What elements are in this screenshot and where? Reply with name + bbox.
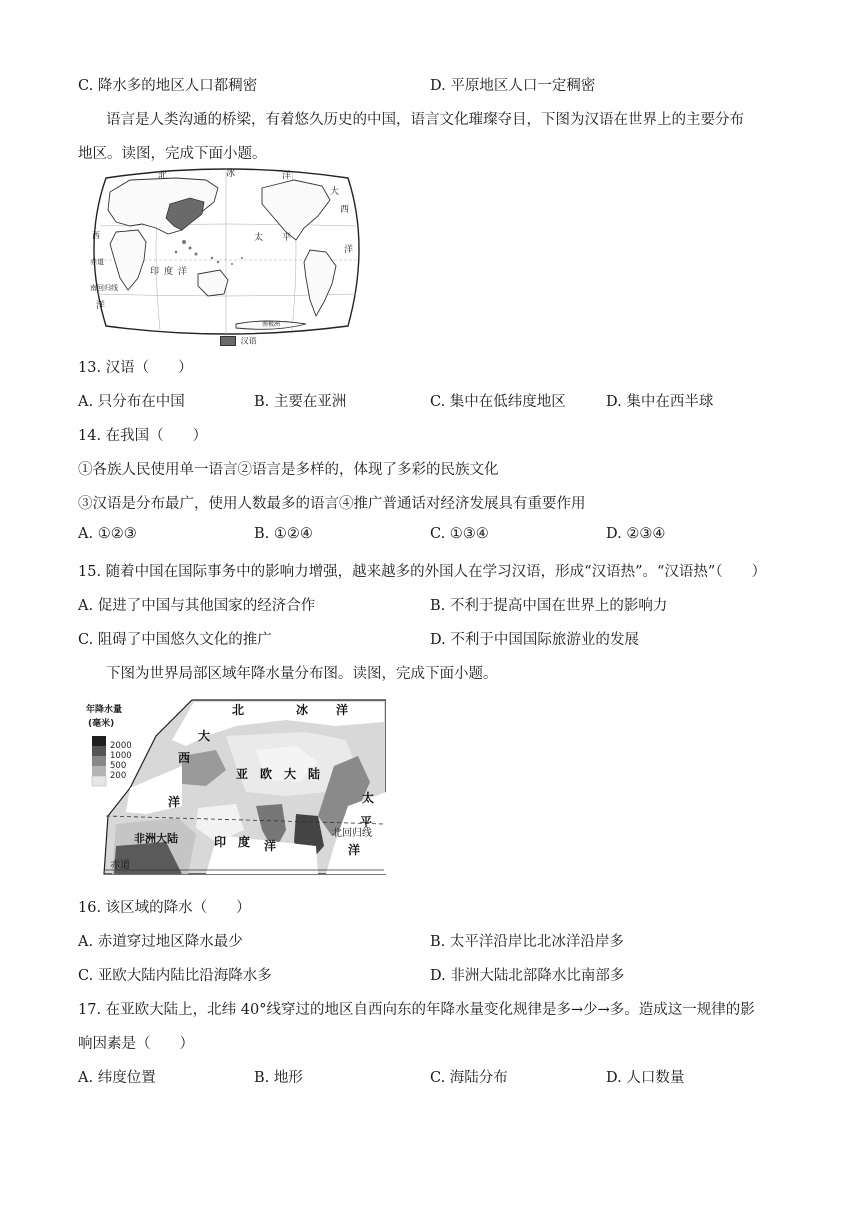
legend-200: 200 — [110, 771, 127, 781]
precip-label-yang-w: 洋 — [168, 795, 181, 809]
precip-label-feizhou: 非洲大陆 — [134, 832, 178, 845]
option-12d: D. 平原地区人口一定稠密 — [430, 78, 596, 94]
map1-label-bei: 北 — [158, 171, 168, 181]
intro-language-line2: 地区。读图，完成下面小题。 — [78, 146, 267, 162]
map1-label-nanhuigui: 南回归线 — [90, 284, 118, 292]
map1-label-chidao: 赤道 — [90, 258, 104, 266]
map1-label-yang-e: 洋 — [344, 245, 354, 255]
map1-label-xi2: 西 — [92, 231, 100, 240]
question-13-stem: 13. 汉语（ ） — [78, 360, 193, 376]
option-17a: A. 纬度位置 — [78, 1070, 156, 1086]
map1-label-da: 大 — [330, 187, 340, 197]
precip-label-da: 大 — [198, 729, 211, 743]
precip-label-xi: 西 — [178, 751, 191, 765]
map1-legend — [220, 333, 280, 345]
precip-label-bing: 冰 — [296, 703, 309, 717]
precip-label-yang: 洋 — [336, 703, 349, 717]
question-17-line1: 17. 在亚欧大陆上，北纬 40°线穿过的地区自西向东的年降水量变化规律是多→少→多。造成这一规律的影 — [78, 1002, 755, 1018]
map1-label-ping: 平 — [282, 233, 292, 243]
question-14-line1: ①各族人民使用单一语言②语言是多样的，体现了多彩的民族文化 — [78, 462, 499, 478]
map1-label-bing: 冰 — [226, 169, 236, 179]
option-17d: D. 人口数量 — [606, 1070, 685, 1086]
precip-label-yang-s: 洋 — [264, 839, 277, 853]
map1-label-yang-s: 洋 — [96, 301, 106, 311]
option-13b: B. 主要在亚洲 — [254, 394, 347, 410]
precip-label-chidao: 赤道 — [110, 860, 130, 871]
map1-label-yang: 洋 — [282, 171, 292, 181]
question-15-stem: 15. 随着中国在国际事务中的影响力增强，越来越多的外国人在学习汉语，形成“汉语热”。“汉语热”（ ） — [78, 564, 767, 580]
question-14-stem: 14. 在我国（ ） — [78, 428, 208, 444]
option-14b: B. ①②④ — [254, 526, 313, 542]
precip-label-yaou: 亚 欧 大 陆 — [236, 767, 321, 781]
precipitation-map — [86, 696, 386, 880]
intro-precip: 下图为世界局部区域年降水量分布图。读图，完成下面小题。 — [106, 666, 498, 682]
precip-legend — [86, 703, 132, 786]
chinese-distribution-map — [86, 166, 366, 348]
option-15a: A. 促进了中国与其他国家的经济合作 — [78, 598, 316, 614]
option-12c: C. 降水多的地区人口都稠密 — [78, 78, 258, 94]
precip-label-beihuigui: 北回归线 — [332, 828, 372, 839]
precip-label-tai: 太 — [362, 791, 375, 805]
option-17b: B. 地形 — [254, 1070, 303, 1086]
legend-500: 500 — [110, 761, 127, 771]
option-15b: B. 不利于提高中国在世界上的影响力 — [430, 598, 668, 614]
option-15c: C. 阻碍了中国悠久文化的推广 — [78, 632, 272, 648]
option-13c: C. 集中在低纬度地区 — [430, 394, 566, 410]
legend-label: 汉语 — [240, 336, 257, 346]
map1-label-yang-i: 洋 — [178, 267, 188, 277]
legend-1000: 1000 — [110, 751, 132, 761]
legend-2000: 2000 — [110, 741, 132, 751]
option-14d: D. ②③④ — [606, 526, 666, 542]
precip-legend-title: 年降水量 — [86, 705, 123, 715]
map1-label-xi: 西 — [340, 205, 350, 215]
legend-swatch — [220, 336, 236, 346]
precip-label-yang-e: 洋 — [348, 843, 361, 857]
option-16c: C. 亚欧大陆内陆比沿海降水多 — [78, 968, 272, 984]
precip-label-yindu: 印 度 — [214, 835, 251, 849]
precip-label-ping: 平 — [360, 815, 373, 829]
question-14-line2: ③汉语是分布最广，使用人数最多的语言④推广普通话对经济发展具有重要作用 — [78, 496, 586, 512]
map1-label-tai: 太 — [254, 233, 264, 243]
map1-label-du: 度 — [164, 267, 174, 277]
map1-label-nanji: 南极洲 — [262, 321, 281, 328]
option-17c: C. 海陆分布 — [430, 1070, 508, 1086]
intro-language-line1: 语言是人类沟通的桥梁，有着悠久历史的中国，语言文化璀璨夺目，下图为汉语在世界上的主要分布 — [106, 112, 744, 128]
option-14c: C. ①③④ — [430, 526, 489, 542]
question-17-line2: 响因素是（ ） — [78, 1036, 194, 1052]
option-13a: A. 只分布在中国 — [78, 394, 185, 410]
precip-label-bei: 北 — [232, 703, 245, 717]
option-13d: D. 集中在西半球 — [606, 394, 714, 410]
option-16a: A. 赤道穿过地区降水最少 — [78, 934, 243, 950]
map1-label-yin: 印 — [150, 267, 160, 277]
option-15d: D. 不利于中国国际旅游业的发展 — [430, 632, 639, 648]
option-14a: A. ①②③ — [78, 526, 137, 542]
precip-legend-unit: (毫米) — [88, 719, 115, 729]
option-16d: D. 非洲大陆北部降水比南部多 — [430, 968, 625, 984]
question-16-stem: 16. 该区域的降水（ ） — [78, 900, 251, 916]
option-16b: B. 太平洋沿岸比北冰洋沿岸多 — [430, 934, 624, 950]
